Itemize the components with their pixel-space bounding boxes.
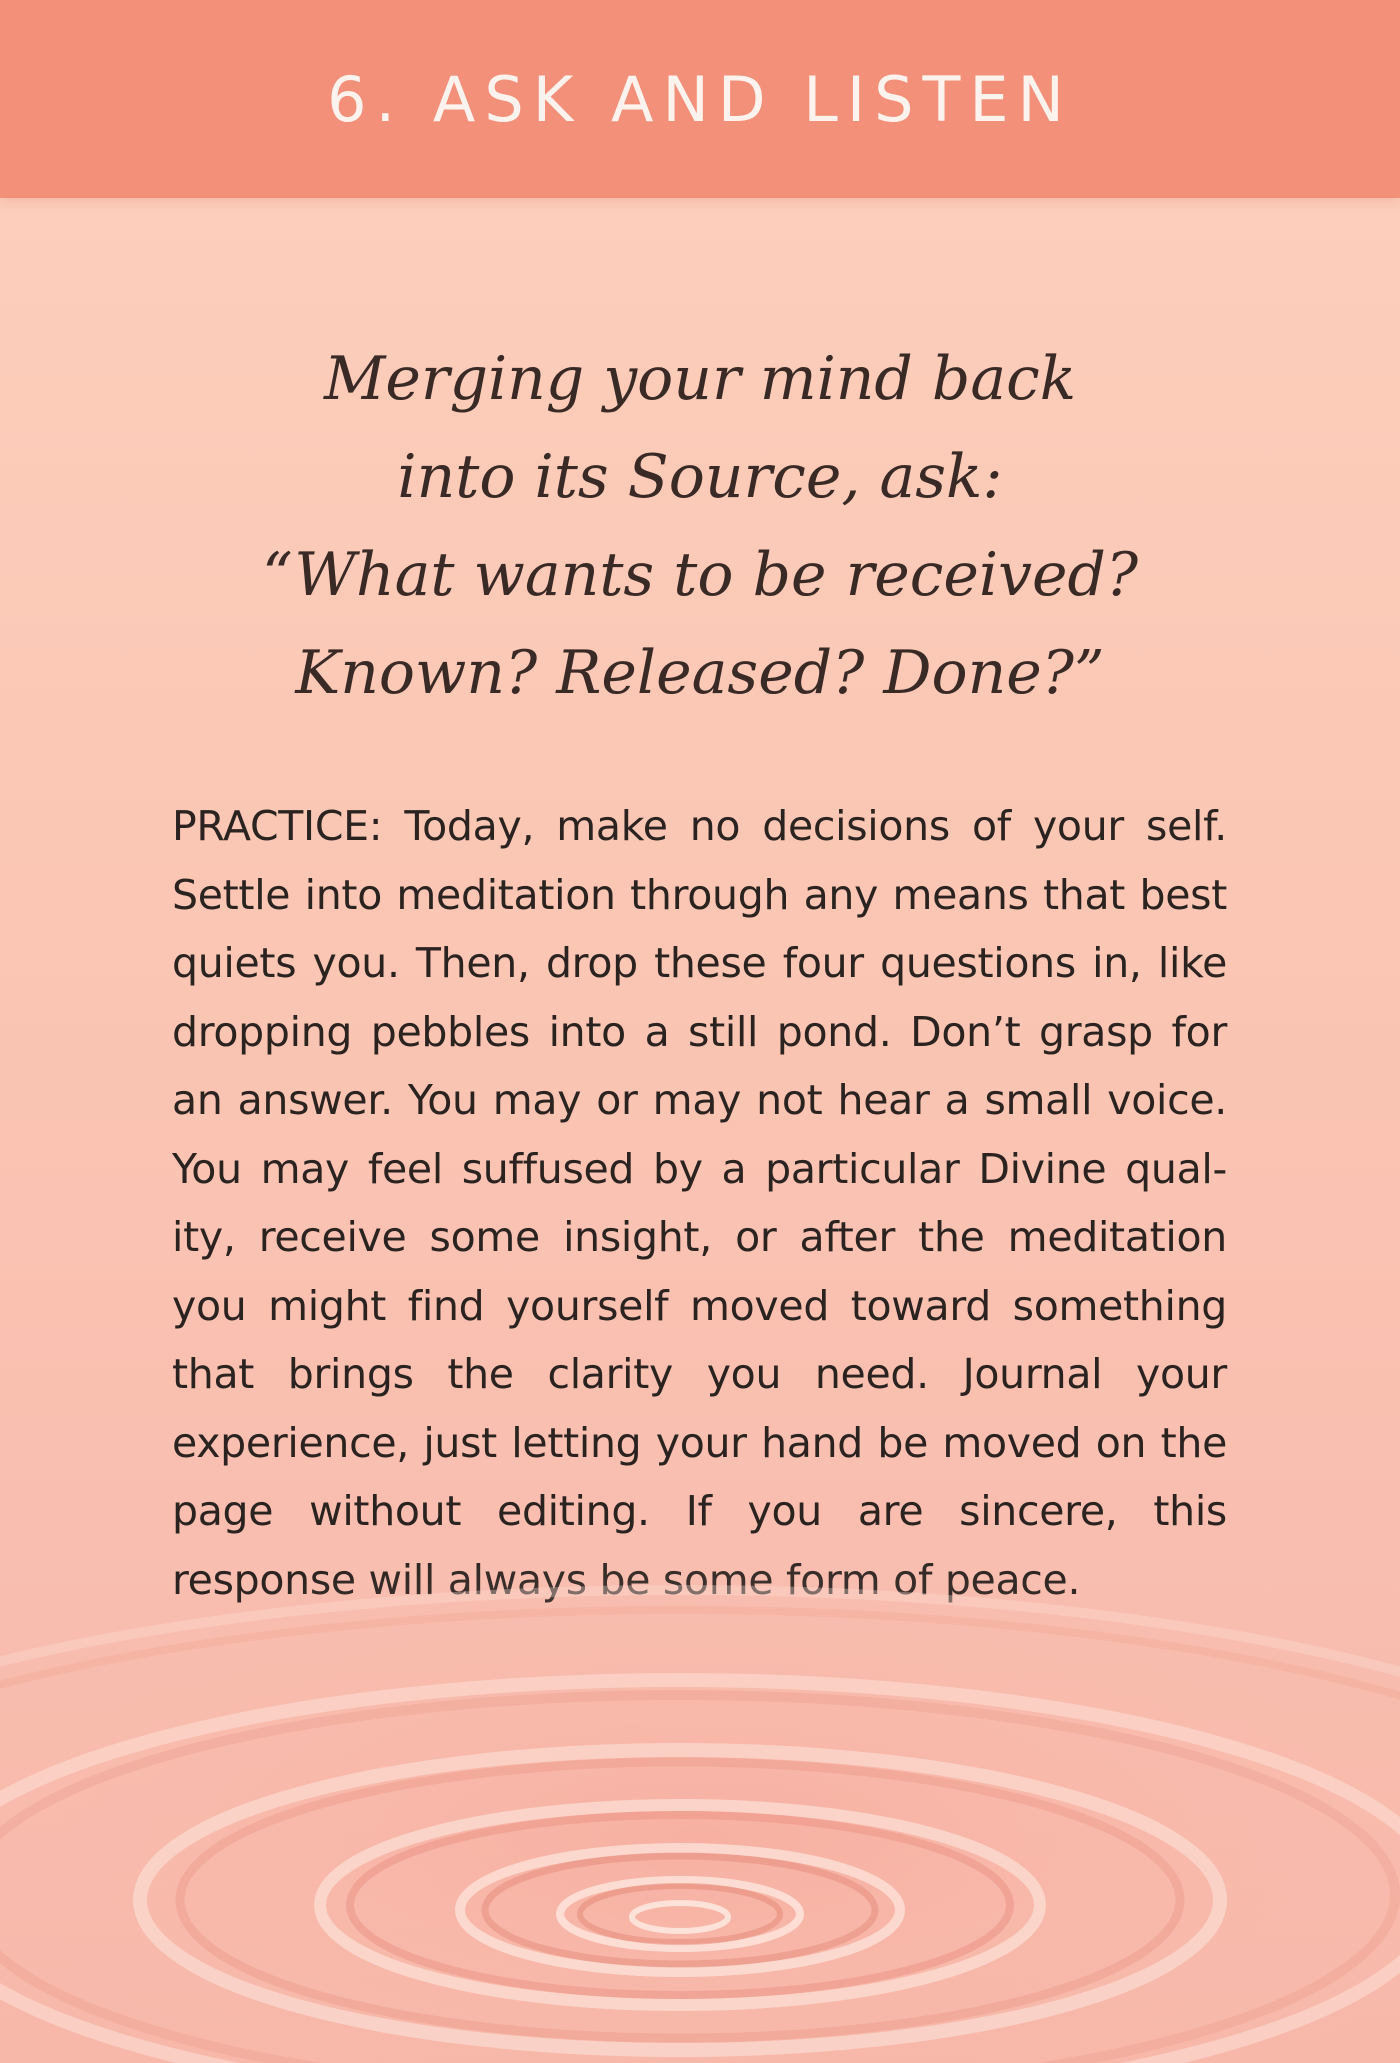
practice-paragraph: PRACTICE: Today, make no decisions of your self. Settle into meditation through any means that best quiets you. Then, drop these four questions in, like dropping pebbles into a still pond. Don’t grasp for an answer. You may or may not hear a small voice. You may feel suffused by a particular Divine qual-ity, receive some insight, or after the meditation you might find yourself moved toward something that brings the clarity you need. Journal your experience, just letting your hand be moved on the page without editing. If you are sincere, this	[172, 802, 1227, 1535]
quote-line: Merging your mind back	[323, 344, 1077, 414]
title-banner	[0, 0, 1400, 198]
water-ripple-illustration	[0, 1560, 1400, 2063]
quote-line: into its Source, ask:	[397, 442, 1003, 512]
quote-line: Known? Released? Done?”	[295, 638, 1105, 708]
card-title: 6. ASK AND LISTEN	[327, 63, 1073, 136]
script-quote	[150, 330, 1250, 722]
quote-line: “What wants to be received?	[261, 540, 1139, 610]
